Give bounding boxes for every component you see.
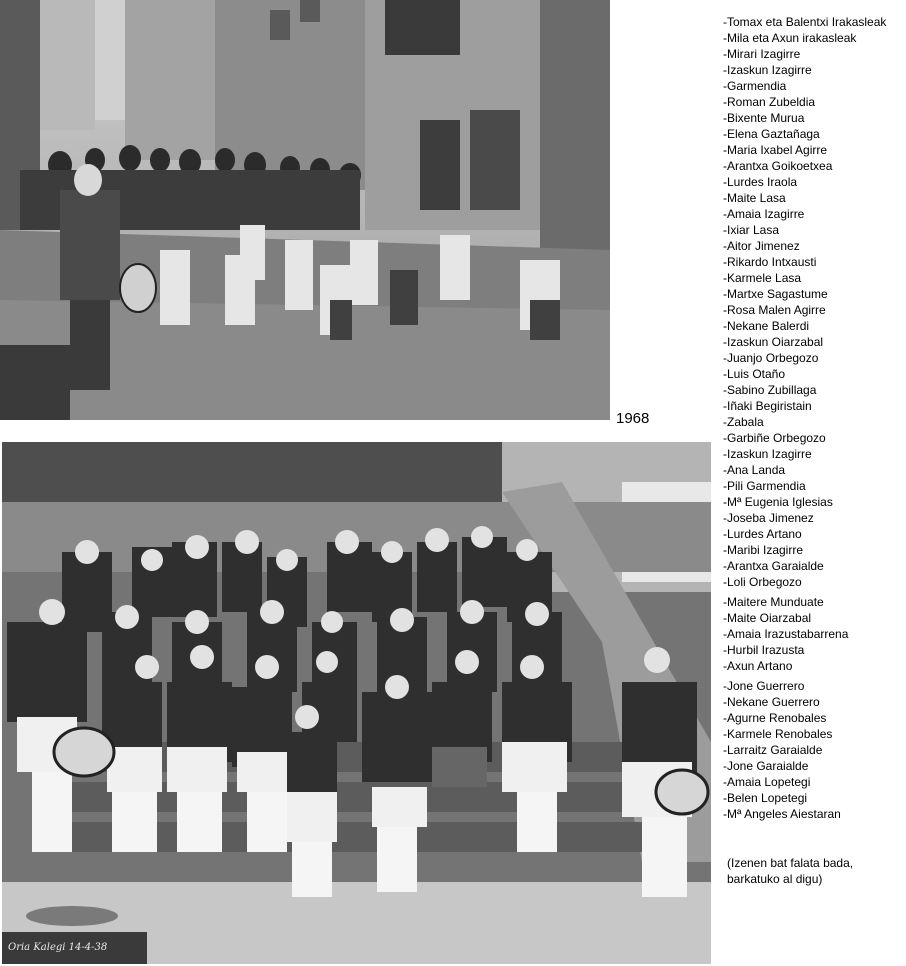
name-item: -Izaskun Izagirre [723,447,812,461]
name-item: -Aitor Jimenez [723,239,800,253]
name-item: -Zabala [723,415,764,429]
name-item: -Jone Garaialde [723,759,809,773]
name-item: -Maite Oiarzabal [723,611,812,625]
name-item: -Rikardo Intxausti [723,255,817,269]
group-portrait-photo [2,442,711,964]
name-item: -Karmele Lasa [723,271,802,285]
name-item: -Iñaki Begiristain [723,399,812,413]
name-item: -Mirari Izagirre [723,47,801,61]
name-item: -Elena Gaztañaga [723,127,820,141]
name-item: -Nekane Guerrero [723,695,820,709]
name-item: -Larraitz Garaialde [723,743,823,757]
name-item: -Roman Zubeldia [723,95,816,109]
name-item: -Agurne Renobales [723,711,827,725]
parade-photo [0,0,610,420]
name-item: -Pili Garmendia [723,479,806,493]
name-item: -Mila eta Axun irakasleak [723,31,857,45]
name-item: -Izaskun Oiarzabal [723,335,824,349]
name-item: -Martxe Sagastume [723,287,828,301]
name-item: -Maribi Izagirre [723,543,804,557]
name-item: -Nekane Balerdi [723,319,810,333]
name-item: -Luis Otaño [723,367,786,381]
name-item: -Izaskun Izagirre [723,63,812,77]
name-item: -Loli Orbegozo [723,575,802,589]
year-label: 1968 [616,410,650,427]
name-item: -Maria Ixabel Agirre [723,143,828,157]
name-item: -Maitere Munduate [723,595,824,609]
name-item: -Amaia Izagirre [723,207,805,221]
name-item: -Lurdes Artano [723,527,802,541]
name-item: -Ana Landa [723,463,786,477]
name-item: -Sabino Zubillaga [723,383,817,397]
name-item: -Juanjo Orbegozo [723,351,819,365]
name-item: -Belen Lopetegi [723,791,808,805]
name-item: -Garbiñe Orbegozo [723,431,826,445]
name-item: -Arantxa Garaialde [723,559,824,573]
name-item: -Tomax eta Balentxi Irakasleak [723,15,887,29]
name-item: -Ixiar Lasa [723,223,780,237]
name-item: -Garmendia [723,79,787,93]
photo-inscription: Oria Kalegi 14-4-38 [8,942,108,953]
name-item: -Maite Lasa [723,191,786,205]
name-item: -Mª Angeles Aiestaran [723,807,841,821]
name-item: -Arantxa Goikoetxea [723,159,833,173]
name-item: -Mª Eugenia Iglesias [723,495,833,509]
name-item: -Hurbil Irazusta [723,643,805,657]
name-item: -Joseba Jimenez [723,511,814,525]
name-item: -Lurdes Iraola [723,175,798,189]
name-item: -Rosa Malen Agirre [723,303,826,317]
name-item: -Karmele Renobales [723,727,833,741]
apology-note: (Izenen bat falata bada, barkatuko al digu) [727,856,854,886]
name-item: -Axun Artano [723,659,793,673]
name-item: -Jone Guerrero [723,679,805,693]
name-item: -Amaia Lopetegi [723,775,811,789]
names-list [723,14,886,822]
name-item: -Bixente Murua [723,111,805,125]
name-item: -Amaia Irazustabarrena [723,627,849,641]
